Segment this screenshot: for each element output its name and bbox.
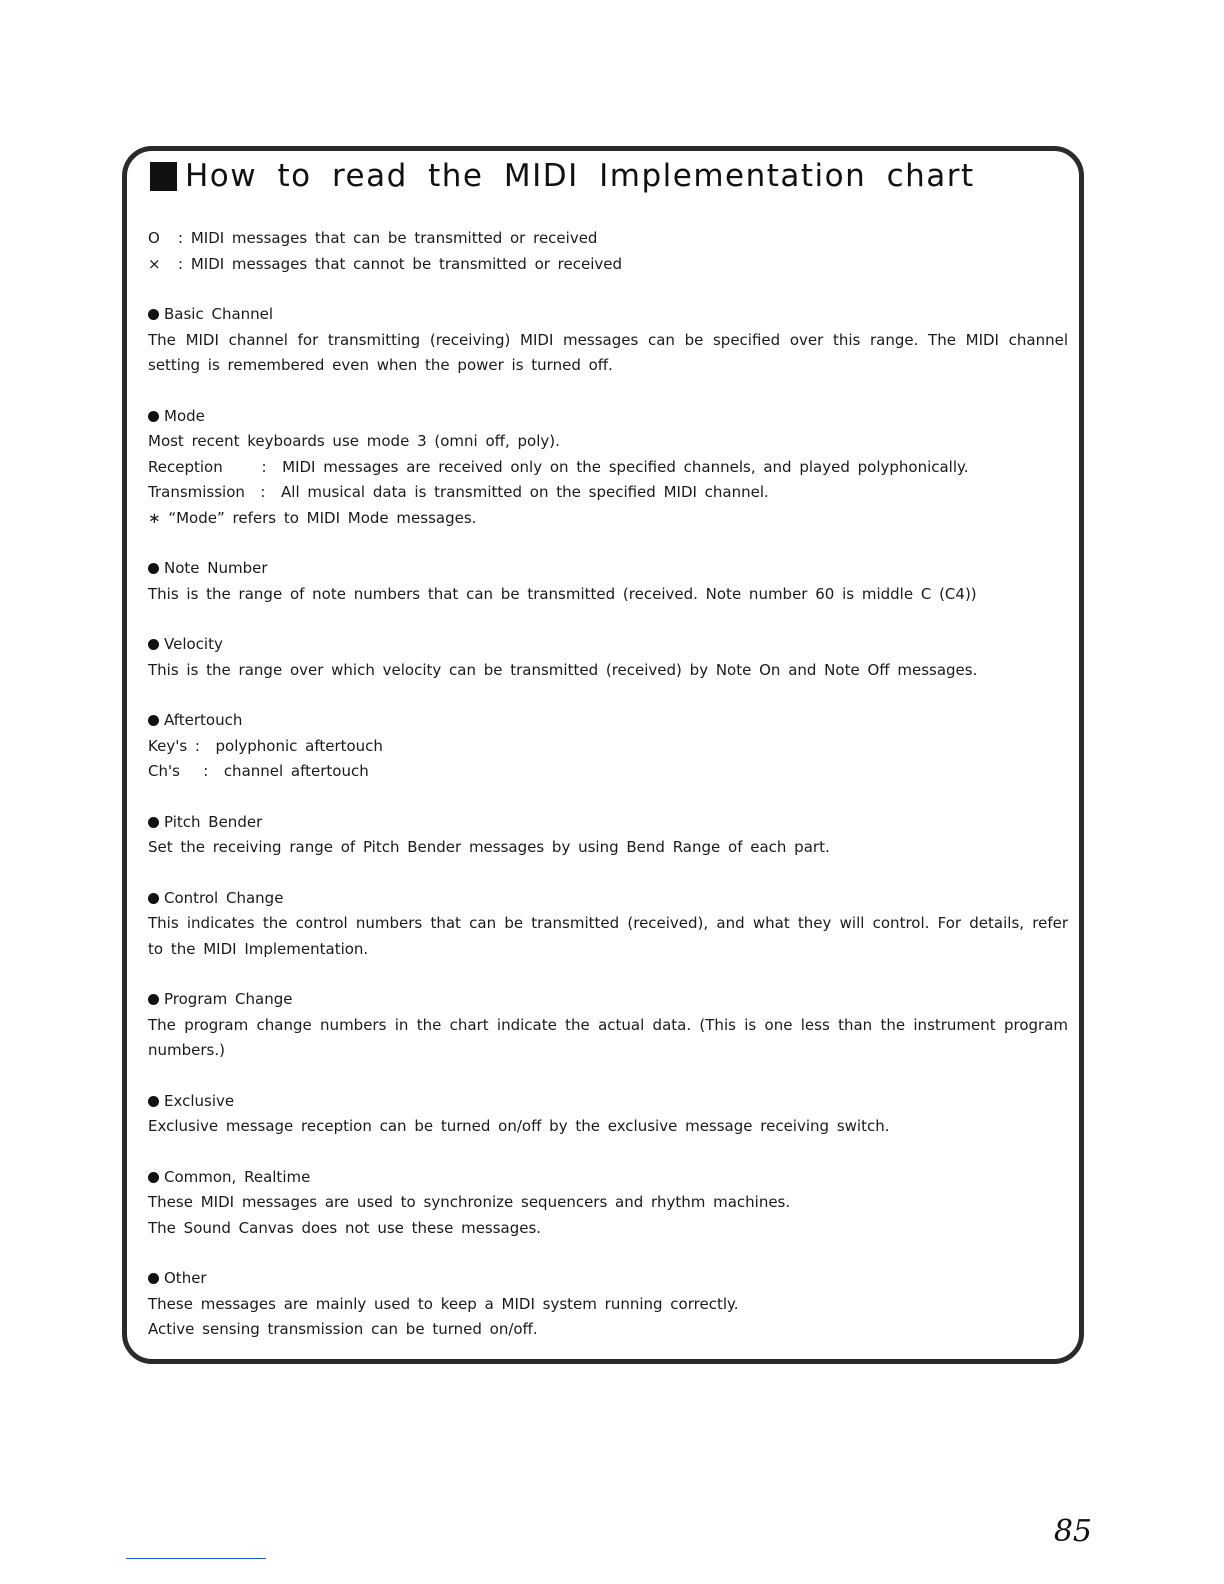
- section-heading: [148, 302, 1068, 328]
- section-heading: [148, 810, 1068, 836]
- section-line: Key's : polyphonic aftertouch: [148, 736, 383, 755]
- section-line: Ch's : channel aftertouch: [148, 762, 369, 780]
- cross-symbol: ×: [148, 254, 161, 273]
- heading-text: Aftertouch: [164, 711, 243, 729]
- section-line: Active sensing transmission can be turned on/off.: [148, 1320, 538, 1338]
- heading-text: Mode: [164, 406, 205, 425]
- section-line: The Sound Canvas does not use these messages.: [148, 1218, 542, 1237]
- section-control-change: [148, 886, 1068, 963]
- section-basic-channel: [148, 302, 1068, 379]
- section-body: This is the range of note numbers that can be transmitted (received. Note number 60 is middle C (C4)): [148, 584, 977, 603]
- section-heading: [148, 708, 1068, 734]
- section-heading: [148, 1266, 1068, 1292]
- section-line: These MIDI messages are used to synchronize sequencers and rhythm machines.: [148, 1193, 791, 1211]
- section-program-change: [148, 987, 1068, 1064]
- bullet-icon: [148, 1172, 159, 1183]
- section-pitch-bender: [148, 810, 1068, 861]
- heading-text: Control Change: [164, 888, 284, 907]
- bullet-icon: [148, 309, 159, 320]
- heading-text: Common, Realtime: [164, 1167, 311, 1186]
- section-body: This indicates the control numbers that can be transmitted (received), and what they will control. For details, refer to the MIDI Implementation.: [148, 914, 1068, 958]
- page-number: 85: [1053, 1514, 1092, 1549]
- section-body: Exclusive message reception can be turned on/off by the exclusive message receiving switch.: [148, 1117, 890, 1135]
- heading-text: Note Number: [164, 559, 268, 577]
- section-note-number: [148, 556, 1068, 607]
- legend-text: : MIDI messages that cannot be transmitted or received: [178, 254, 623, 273]
- section-common-realtime: [148, 1165, 1068, 1242]
- section-line: Reception : MIDI messages are received only on the specified channels, and played polyphonically.: [148, 457, 969, 476]
- bullet-icon: [148, 1273, 159, 1284]
- section-exclusive: [148, 1089, 1068, 1140]
- bullet-icon: [148, 639, 159, 650]
- legend-item-unavailable: [148, 252, 1068, 278]
- section-mode: [148, 404, 1068, 532]
- section-heading: [148, 886, 1068, 912]
- bullet-icon: [148, 994, 159, 1005]
- heading-text: Exclusive: [164, 1091, 235, 1110]
- heading-text: Program Change: [164, 990, 293, 1008]
- section-body: This is the range over which velocity can be transmitted (received) by Note On and Note Off messages.: [148, 660, 978, 679]
- heading-text: Basic Channel: [164, 305, 274, 323]
- section-heading: [148, 1089, 1068, 1115]
- section-body: Set the receiving range of Pitch Bender messages by using Bend Range of each part.: [148, 838, 830, 856]
- bullet-icon: [148, 411, 159, 422]
- heading-text: Velocity: [164, 635, 223, 653]
- legend-text: : MIDI messages that can be transmitted or received: [178, 229, 598, 247]
- circle-symbol: O: [148, 229, 160, 247]
- bullet-icon: [148, 563, 159, 574]
- section-body: The MIDI channel for transmitting (receiving) MIDI messages can be specified over this range. The MIDI channel setting is remembered even when the power is turned off.: [148, 330, 1068, 374]
- page-title-text: How to read the MIDI Implementation chart: [185, 158, 975, 194]
- heading-text: Pitch Bender: [164, 812, 263, 831]
- section-line: These messages are mainly used to keep a MIDI system running correctly.: [148, 1294, 739, 1313]
- section-heading: [148, 987, 1068, 1013]
- section-line: ∗ “Mode” refers to MIDI Mode messages.: [148, 508, 477, 527]
- section-line: Most recent keyboards use mode 3 (omni off, poly).: [148, 432, 560, 450]
- section-heading: [148, 556, 1068, 582]
- footer-link-line: [126, 1558, 266, 1559]
- bullet-icon: [148, 715, 159, 726]
- section-heading: [148, 632, 1068, 658]
- heading-text: Other: [164, 1269, 207, 1287]
- section-aftertouch: [148, 708, 1068, 785]
- content-area: [148, 226, 1068, 1343]
- title-square-marker: [150, 162, 177, 191]
- section-heading: [148, 1165, 1068, 1191]
- bullet-icon: [148, 893, 159, 904]
- legend-item-available: [148, 226, 1068, 252]
- symbol-legend: [148, 226, 1068, 277]
- bullet-icon: [148, 1096, 159, 1107]
- bullet-icon: [148, 817, 159, 828]
- section-velocity: [148, 632, 1068, 683]
- section-other: [148, 1266, 1068, 1343]
- section-body: The program change numbers in the chart indicate the actual data. (This is one less than the instrument program numbers.): [148, 1015, 1068, 1059]
- section-heading: [148, 404, 1068, 430]
- page-title: [150, 158, 975, 194]
- section-line: Transmission : All musical data is transmitted on the specified MIDI channel.: [148, 483, 769, 501]
